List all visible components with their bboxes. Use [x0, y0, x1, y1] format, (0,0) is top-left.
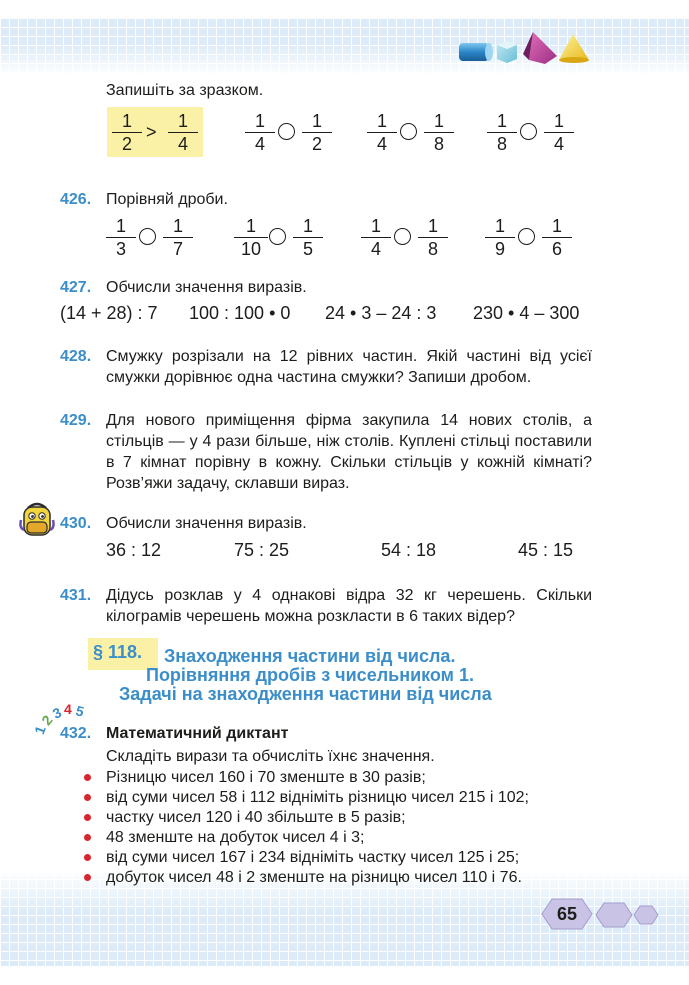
- list-item: частку чисел 120 і 40 збільште в 5 разів;: [106, 809, 406, 826]
- fraction: 1 8: [428, 111, 450, 154]
- exercise-number: 429.: [60, 412, 92, 429]
- section-title-line: Порівняння дробів з чисельником 1.: [146, 665, 474, 685]
- section-title-line: Знаходження частини від числа.: [164, 646, 456, 666]
- number-sequence-icon: 1 2 3 4 5: [31, 701, 86, 737]
- expression: 54 : 18: [381, 540, 437, 560]
- exercise-number: 430.: [60, 515, 92, 532]
- expression: (14 + 28) : 7: [60, 303, 158, 323]
- fraction: 1 4: [249, 111, 271, 154]
- backpack-icon: [18, 500, 56, 538]
- compare-circle[interactable]: [520, 123, 537, 140]
- fraction: 1 7: [167, 216, 189, 259]
- exercise-text: Обчисли значення виразів.: [106, 279, 307, 296]
- exercise-number: 432.: [60, 725, 92, 742]
- compare-circle[interactable]: [139, 228, 156, 245]
- expression: 36 : 12: [106, 540, 162, 560]
- expression: 100 : 100 • 0: [189, 303, 291, 323]
- fraction: 1 8: [422, 216, 444, 259]
- exercise-number: 428.: [60, 348, 92, 365]
- exercise-text: Дідусь розклав у 4 однакові відра 32 кг черешень. Скільки кілограмів черешень можна розкласти в 6 таких відер?: [106, 587, 592, 625]
- fraction: 1 5: [297, 216, 319, 259]
- bullet: [84, 834, 91, 841]
- fraction: 1 4: [548, 111, 570, 154]
- exercise-number: 426.: [60, 191, 92, 208]
- compare-circle[interactable]: [518, 228, 535, 245]
- section-title-line: Задачі на знаходження частини від числа: [119, 684, 492, 704]
- section-tag: § 118.: [88, 638, 158, 670]
- exercise-text: Смужку розрізали на 12 рівних частин. Якій частині від усієї смужки дорівнює одна частина смужки? Запиши дробом.: [106, 348, 592, 386]
- expression: 24 • 3 – 24 : 3: [325, 303, 437, 323]
- page-number-badge: [540, 895, 660, 935]
- fraction: 1 10: [238, 216, 264, 259]
- sample-instruction: Запишіть за зразком.: [106, 82, 264, 99]
- fraction: 1 2: [116, 111, 138, 154]
- expression: 230 • 4 – 300: [473, 303, 580, 323]
- compare-circle[interactable]: [400, 123, 417, 140]
- list-item: добуток чисел 48 і 2 зменште на різницю чисел 110 і 76.: [106, 869, 522, 886]
- fraction: 1 4: [371, 111, 393, 154]
- bullet: [84, 814, 91, 821]
- bullet: [84, 874, 91, 881]
- bullet: [84, 794, 91, 801]
- bullet: [84, 854, 91, 861]
- exercise-title: Математичний диктант: [106, 725, 289, 742]
- list-item: від суми чисел 167 і 234 відніміть частку чисел 125 і 25;: [106, 849, 520, 866]
- exercise-text: Для нового приміщення фірма закупила 14 нових столів, а стільців — у 4 рази більше, ніж столів. Куплені стільці поставили в 7 кімнат порівну в кожну. Скільки стільців у кожній кімнаті? Розв’яжи задачу, склавши вираз.: [106, 412, 592, 492]
- compare-circle[interactable]: [394, 228, 411, 245]
- page-number: 65: [556, 904, 578, 924]
- fraction: 1 6: [546, 216, 568, 259]
- exercise-intro: Складіть вирази та обчисліть їхнє значення.: [106, 748, 435, 765]
- fraction: 1 4: [172, 111, 194, 154]
- exercise-text: Порівняй дроби.: [106, 191, 228, 208]
- expression: 45 : 15: [518, 540, 574, 560]
- exercise-number: 427.: [60, 279, 92, 296]
- bullet: [84, 774, 91, 781]
- greater-sign: >: [146, 122, 157, 142]
- list-item: від суми чисел 58 і 112 відніміть різницю чисел 215 і 102;: [106, 789, 529, 806]
- fraction: 1 4: [365, 216, 387, 259]
- fraction: 1 2: [306, 111, 328, 154]
- fraction: 1 3: [110, 216, 132, 259]
- fraction: 1 8: [491, 111, 513, 154]
- exercise-number: 431.: [60, 587, 92, 604]
- list-item: Різницю чисел 160 і 70 зменште в 30 разів;: [106, 769, 426, 786]
- compare-circle[interactable]: [278, 123, 295, 140]
- list-item: 48 зменште на добуток чисел 4 і 3;: [106, 829, 365, 846]
- expression: 75 : 25: [234, 540, 290, 560]
- compare-circle[interactable]: [269, 228, 286, 245]
- exercise-text: Обчисли значення виразів.: [106, 515, 307, 532]
- geometric-shapes-icon: [455, 30, 595, 70]
- fraction: 1 9: [489, 216, 511, 259]
